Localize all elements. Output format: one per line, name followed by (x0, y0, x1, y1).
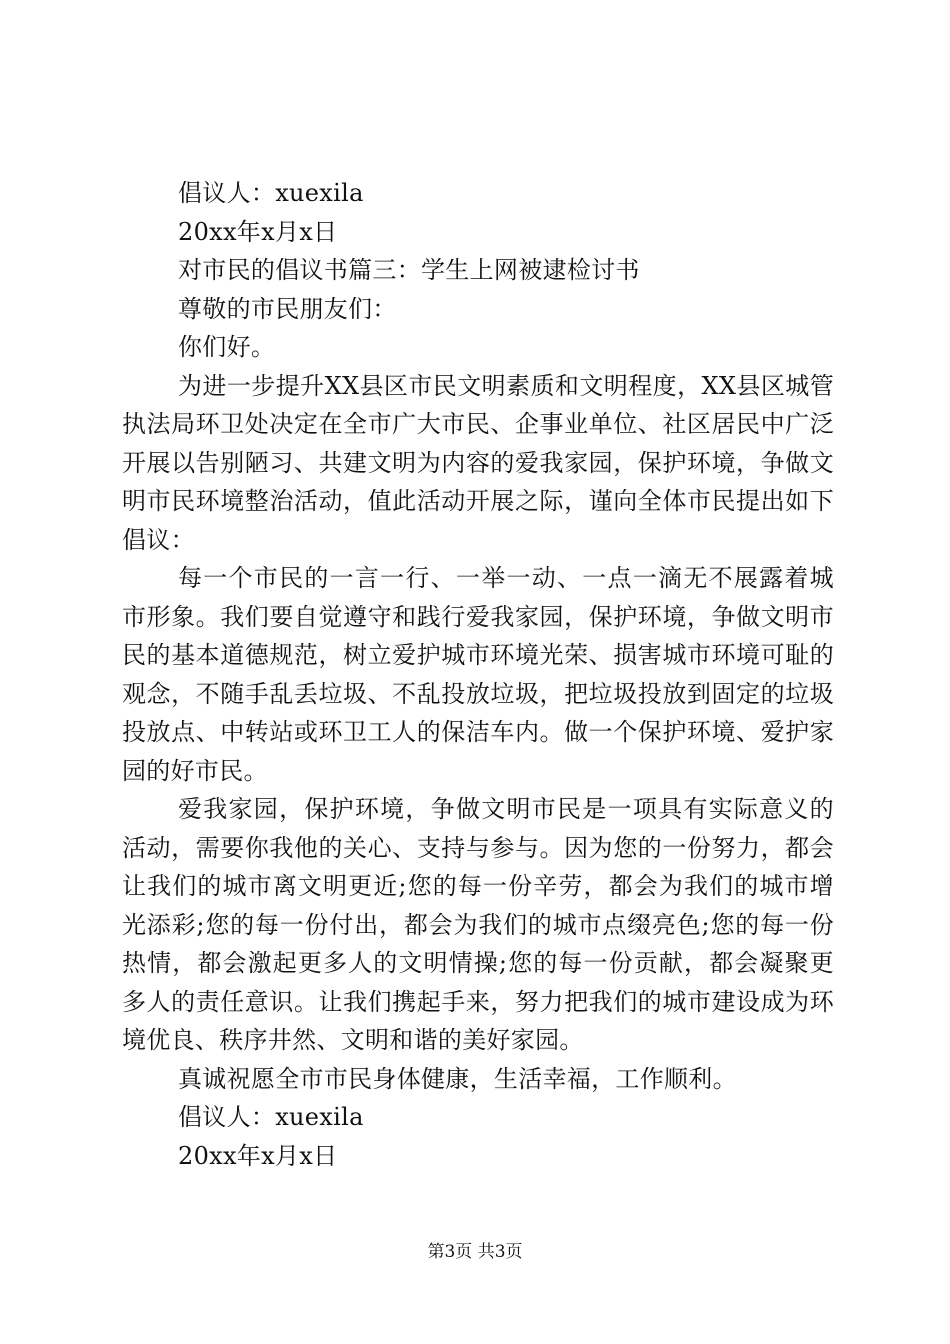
body-paragraph-citizens: 每一个市民的一言一行、一举一动、一点一滴无不展露着城市形象。我们要自觉遵守和践行爱我家园，保护环境，争做文明市民的基本道德规范，树立爱护城市环境光荣、损害城市环境可耻的观念，不随手乱丢垃圾、不乱投放垃圾，把垃圾投放到固定的垃圾投放点、中转站或环卫工人的保洁车内。做一个保护环境、爱护家园的好市民。 (122, 564, 834, 785)
date-line: 20xx年x月x日 (178, 217, 338, 246)
page-footer: 第3页 共3页 (427, 1242, 523, 1262)
salutation: 尊敬的市民朋友们： (178, 294, 397, 323)
body-paragraph-appeal: 爱我家园，保护环境，争做文明市民是一项具有实际意义的活动，需要你我他的关心、支持与参与。因为您的一份努力，都会让我们的城市离文明更近;您的每一份辛劳，都会为我们的城市增光添彩;您的每一份付出，都会为我们的城市点缀亮色;您的每一份热情，都会激起更多人的文明情操;您的每一份贡献，都会凝聚更多人的责任意识。让我们携起手来，努力把我们的城市建设成为环境优良、秩序井然、文明和谐的美好家园。 (122, 795, 834, 1054)
body-paragraph-intro: 为进一步提升XX县区市民文明素质和文明程度，XX县区城管执法局环卫处决定在全市广大市民、企事业单位、社区居民中广泛开展以告别陋习、共建文明为内容的爱我家园，保护环境，争做文明市民环境整治活动，值此活动开展之际，谨向全体市民提出如下倡议： (122, 371, 834, 554)
section-title: 对市民的倡议书篇三：学生上网被逮检讨书 (178, 256, 640, 284)
closing-date-line: 20xx年x月x日 (178, 1141, 338, 1170)
greeting: 你们好。 (178, 333, 276, 361)
closing-signer-line: 倡议人：xuexila (178, 1103, 364, 1131)
signer-line: 倡议人：xuexila (178, 179, 364, 207)
closing-wish: 真诚祝愿全市市民身体健康，生活幸福，工作顺利。 (178, 1064, 737, 1093)
document-body (122, 174, 834, 1175)
